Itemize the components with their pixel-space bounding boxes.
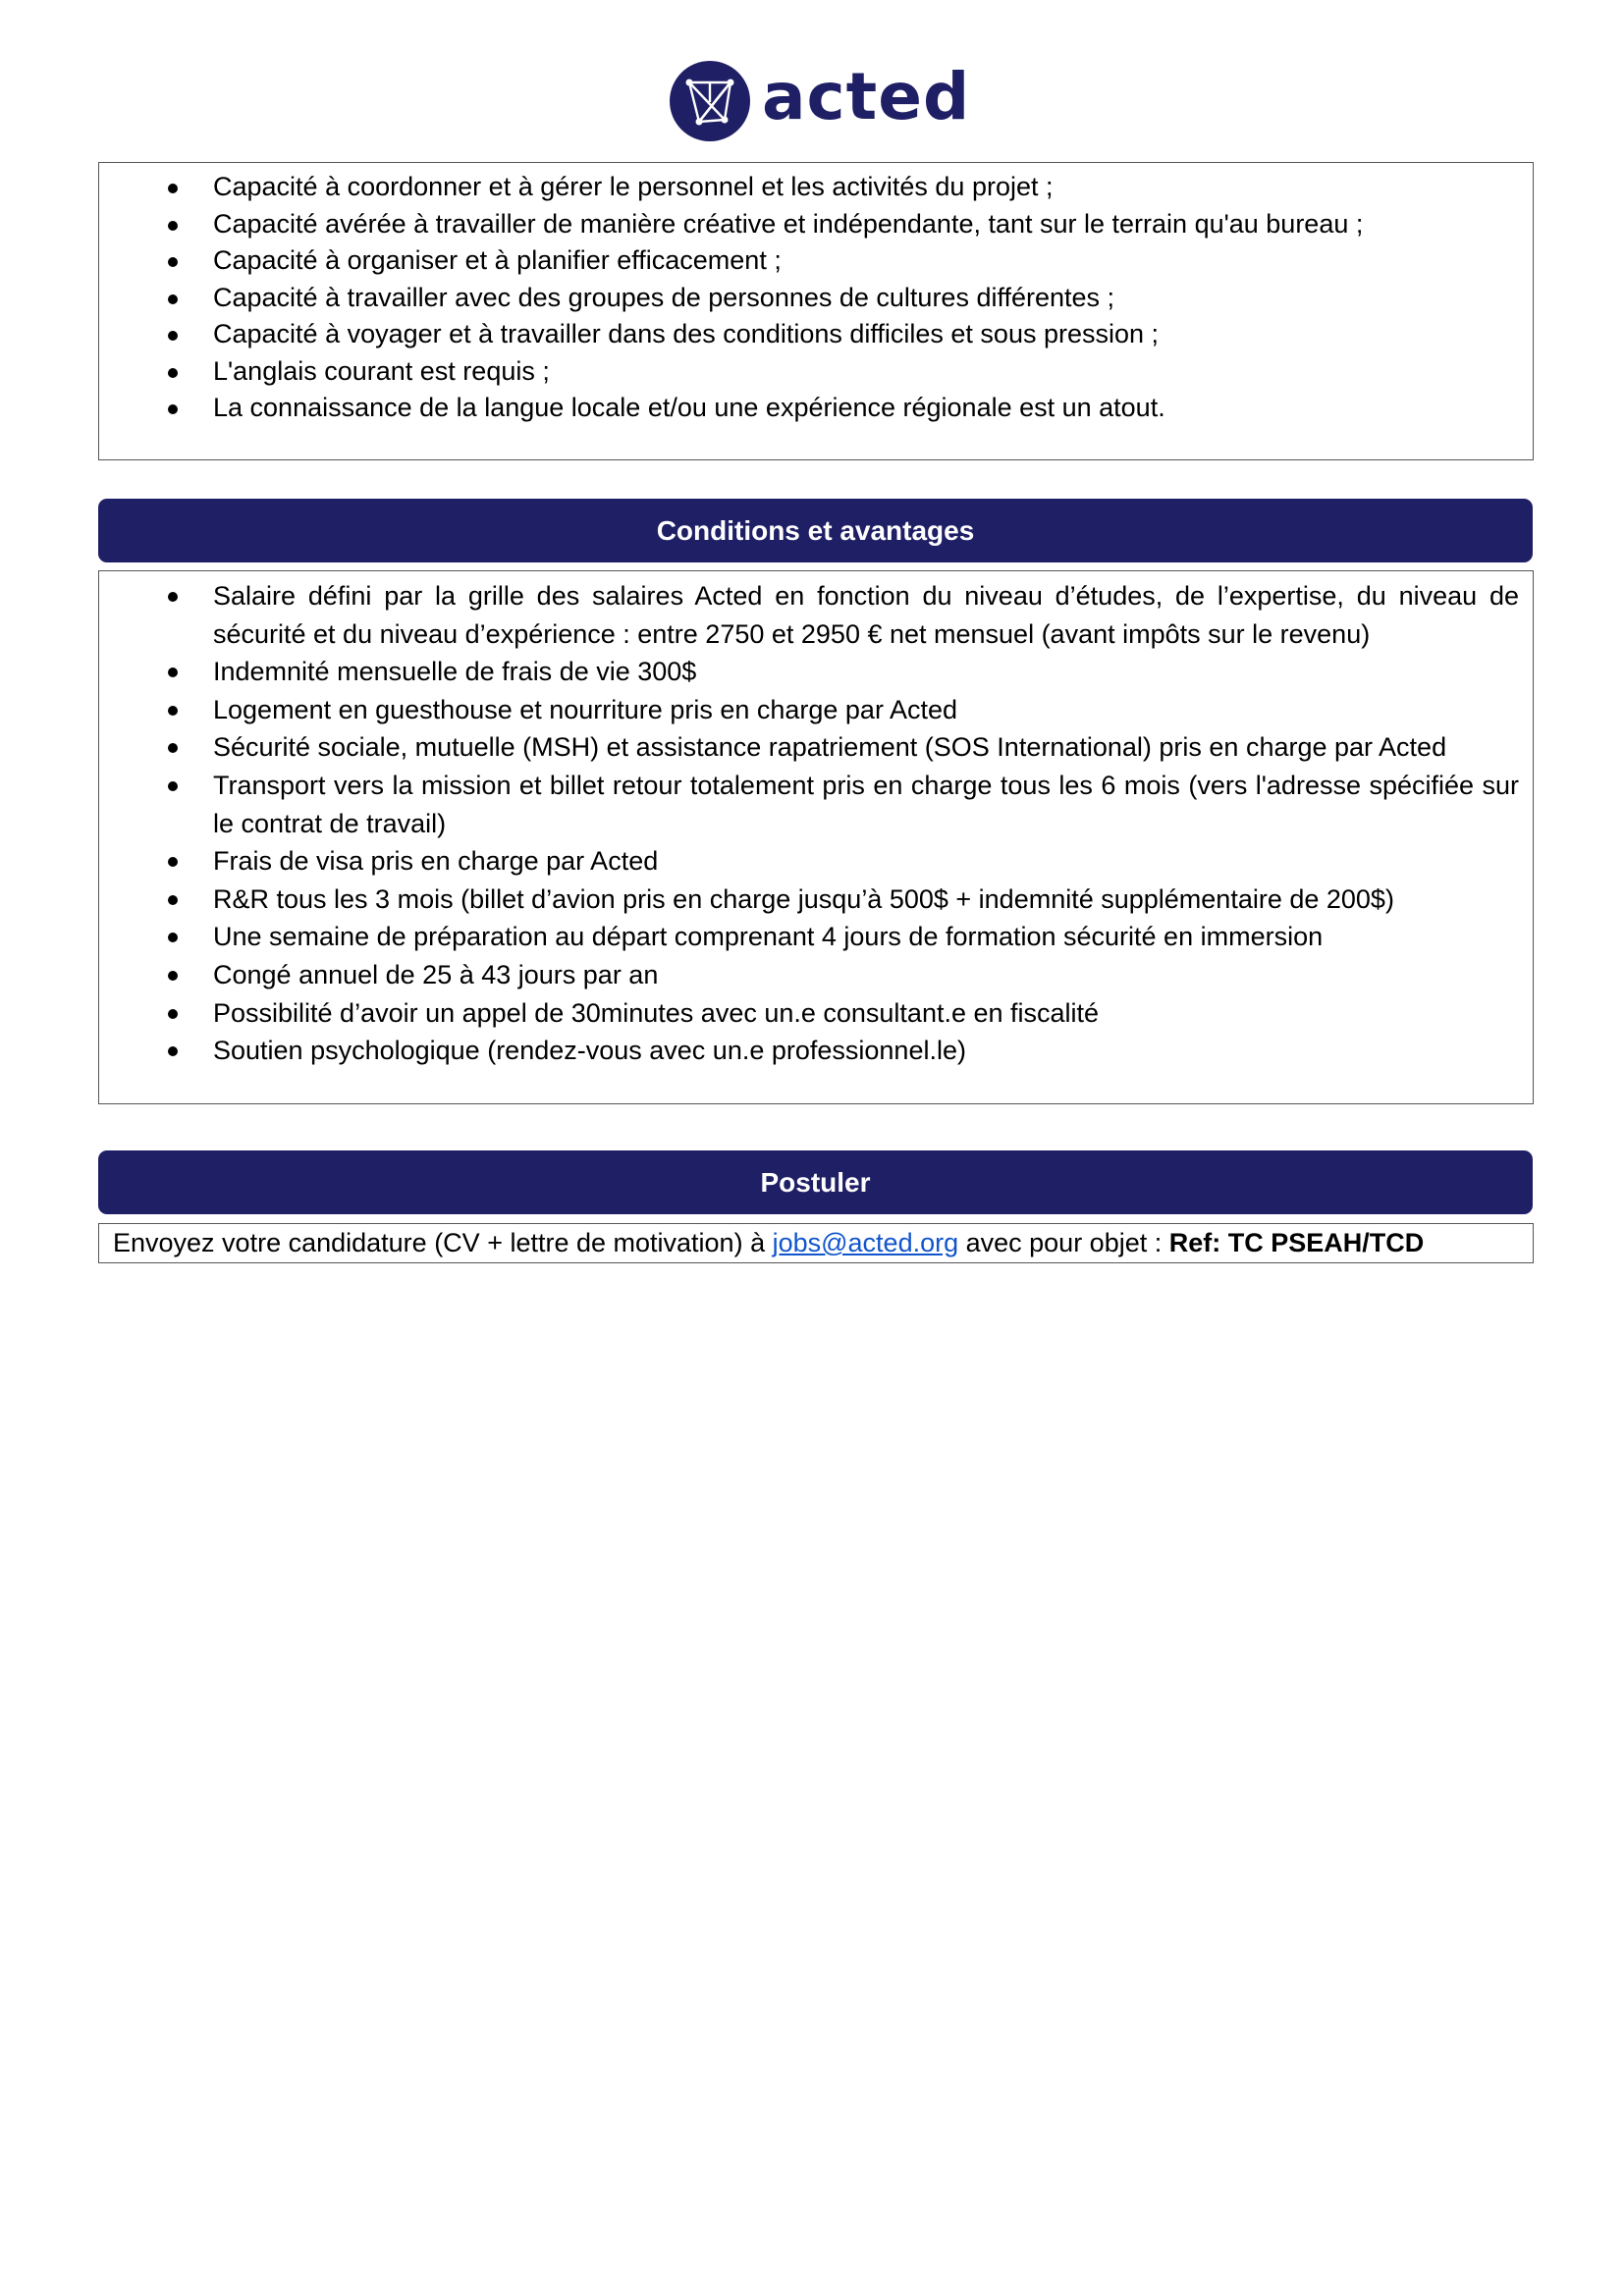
apply-text-before: Envoyez votre candidature (CV + lettre de motivation) à xyxy=(113,1228,773,1257)
list-item: Capacité à voyager et à travailler dans des conditions difficiles et sous pression ; xyxy=(213,316,1519,353)
conditions-box xyxy=(98,570,1534,1104)
list-item: Congé annuel de 25 à 43 jours par an xyxy=(213,956,1519,994)
apply-box xyxy=(98,1223,1534,1263)
list-item: Capacité à travailler avec des groupes de personnes de cultures différentes ; xyxy=(213,280,1519,317)
acted-logo xyxy=(670,61,970,141)
conditions-list xyxy=(99,577,1533,1070)
section-header-conditions: Conditions et avantages xyxy=(98,499,1533,562)
acted-logo-icon xyxy=(670,61,750,141)
list-item: Logement en guesthouse et nourriture pris en charge par Acted xyxy=(213,691,1519,729)
list-item: Indemnité mensuelle de frais de vie 300$ xyxy=(213,653,1519,691)
requirements-list xyxy=(99,169,1533,427)
section-header-apply: Postuler xyxy=(98,1150,1533,1214)
list-item: Soutien psychologique (rendez-vous avec un.e professionnel.le) xyxy=(213,1032,1519,1070)
list-item: Transport vers la mission et billet retour totalement pris en charge tous les 6 mois (vers l'adresse spécifiée sur le contrat de travail) xyxy=(213,767,1519,842)
list-item: R&R tous les 3 mois (billet d’avion pris en charge jusqu’à 500$ + indemnité supplémentaire de 200$) xyxy=(213,881,1519,919)
list-item: Capacité avérée à travailler de manière créative et indépendante, tant sur le terrain qu'au bureau ; xyxy=(213,206,1519,243)
apply-reference: Ref: TC PSEAH/TCD xyxy=(1168,1228,1425,1257)
list-item: Frais de visa pris en charge par Acted xyxy=(213,842,1519,881)
list-item: Capacité à coordonner et à gérer le personnel et les activités du projet ; xyxy=(213,169,1519,206)
apply-instructions xyxy=(113,1224,1424,1261)
email-link[interactable]: jobs@acted.org xyxy=(772,1228,959,1257)
logo-text: acted xyxy=(762,59,971,134)
list-item: L'anglais courant est requis ; xyxy=(213,353,1519,391)
list-item: La connaissance de la langue locale et/ou une expérience régionale est un atout. xyxy=(213,390,1519,427)
requirements-box xyxy=(98,162,1534,460)
list-item: Capacité à organiser et à planifier efficacement ; xyxy=(213,242,1519,280)
list-item: Salaire défini par la grille des salaires Acted en fonction du niveau d’études, de l’expertise, du niveau de sécurité et du niveau d’expérience : entre 2750 et 2950 € net mensuel (avant impôts sur le revenu) xyxy=(213,577,1519,653)
apply-text-after: avec pour objet : xyxy=(958,1228,1169,1257)
list-item: Possibilité d’avoir un appel de 30minutes avec un.e consultant.e en fiscalité xyxy=(213,994,1519,1033)
list-item: Sécurité sociale, mutuelle (MSH) et assistance rapatriement (SOS International) pris en charge par Acted xyxy=(213,728,1519,767)
list-item: Une semaine de préparation au départ comprenant 4 jours de formation sécurité en immersion xyxy=(213,918,1519,956)
